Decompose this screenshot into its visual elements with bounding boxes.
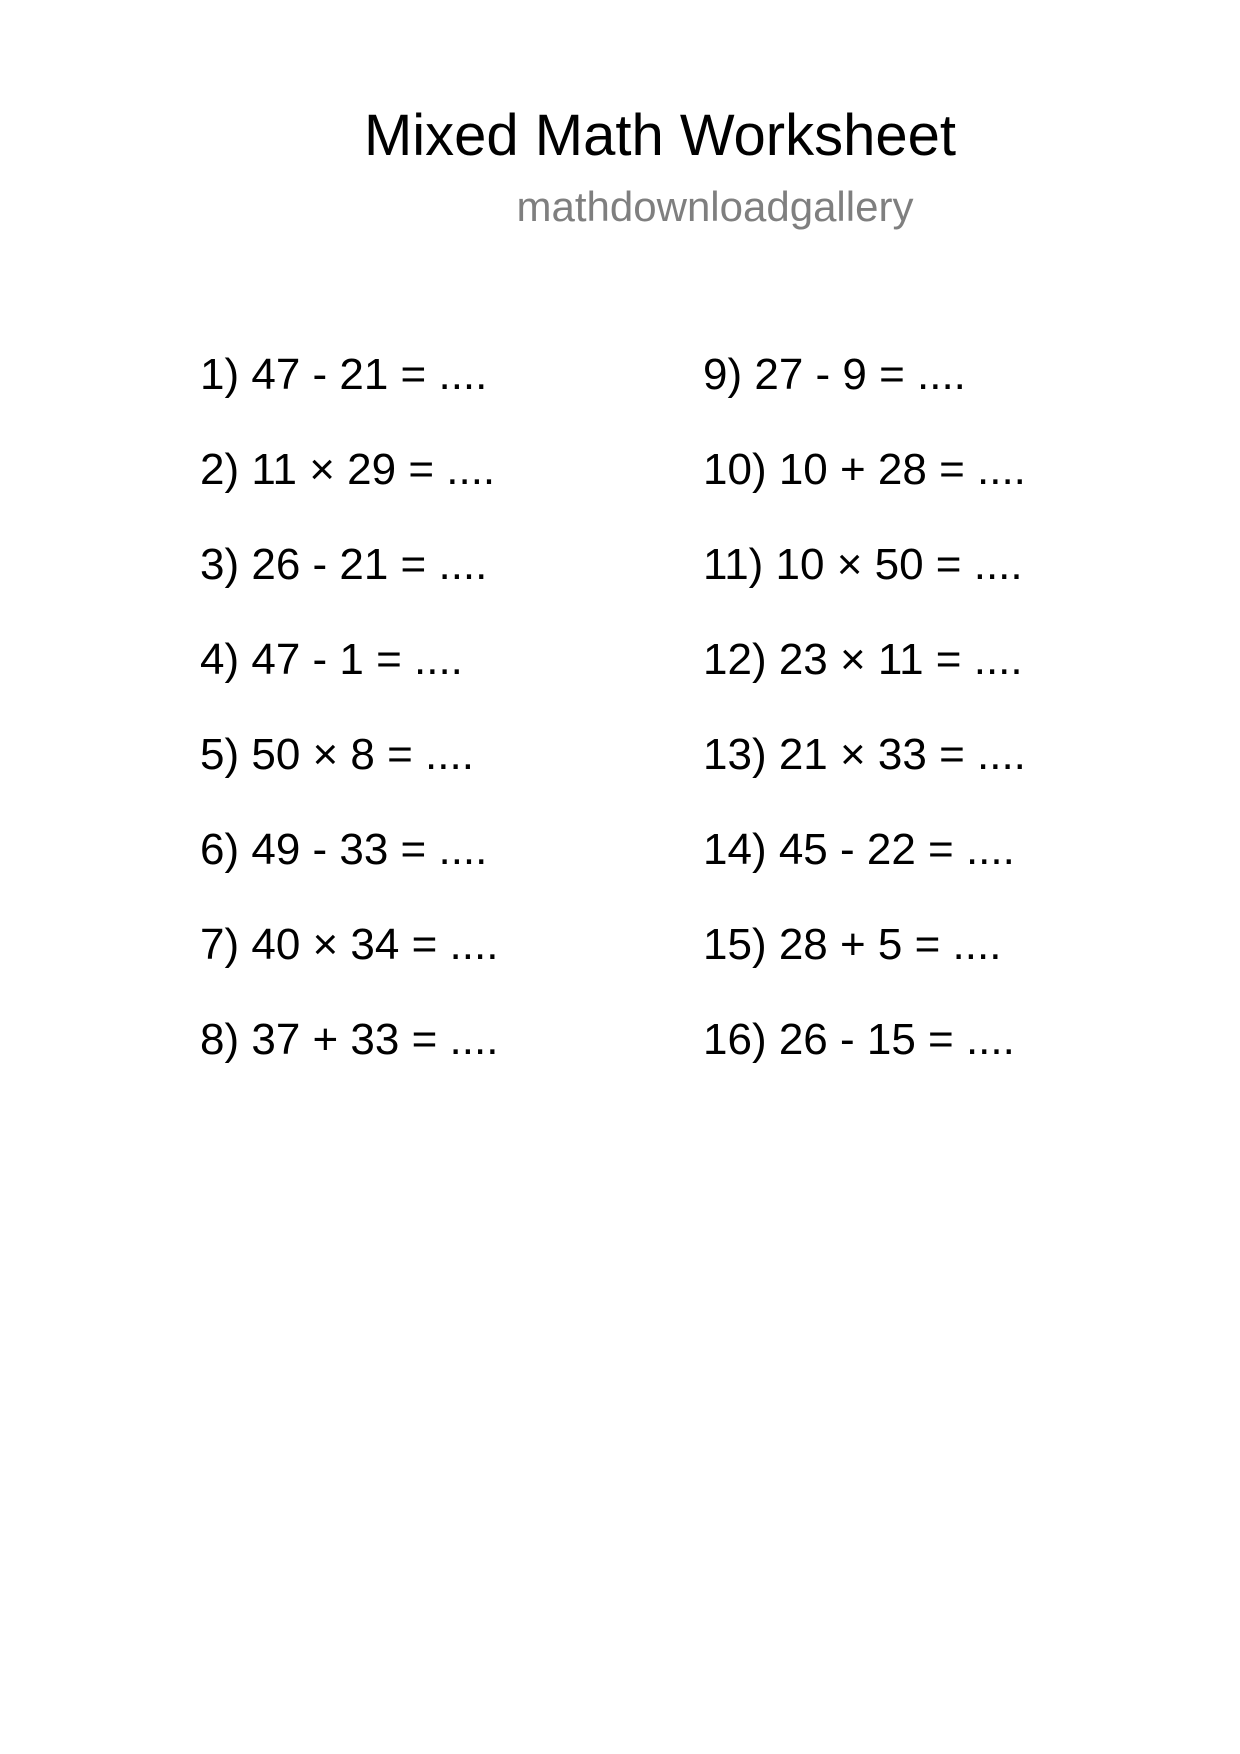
problem-9: 9) 27 - 9 = .... bbox=[703, 350, 966, 399]
worksheet-title: Mixed Math Worksheet bbox=[363, 103, 957, 168]
problem-column-left bbox=[200, 345, 498, 1105]
problem-2: 2) 11 × 29 = .... bbox=[200, 445, 496, 494]
problem-7: 7) 40 × 34 = .... bbox=[200, 920, 499, 969]
worksheet-subtitle: mathdownloadgallery bbox=[516, 183, 914, 230]
problem-column-right bbox=[703, 345, 1026, 1105]
problem-13: 13) 21 × 33 = .... bbox=[703, 730, 1026, 779]
problem-1: 1) 47 - 21 = .... bbox=[200, 350, 488, 399]
problem-11: 11) 10 × 50 = .... bbox=[703, 540, 1023, 589]
problem-4: 4) 47 - 1 = .... bbox=[200, 635, 463, 684]
problem-12: 12) 23 × 11 = .... bbox=[703, 635, 1023, 684]
problem-10: 10) 10 + 28 = .... bbox=[703, 445, 1026, 494]
problem-15: 15) 28 + 5 = .... bbox=[703, 920, 1002, 969]
problem-14: 14) 45 - 22 = .... bbox=[703, 825, 1015, 874]
problem-8: 8) 37 + 33 = .... bbox=[200, 1015, 499, 1064]
problem-3: 3) 26 - 21 = .... bbox=[200, 540, 488, 589]
problem-5: 5) 50 × 8 = .... bbox=[200, 730, 474, 779]
problem-6: 6) 49 - 33 = .... bbox=[200, 825, 488, 874]
problem-16: 16) 26 - 15 = .... bbox=[703, 1015, 1015, 1064]
